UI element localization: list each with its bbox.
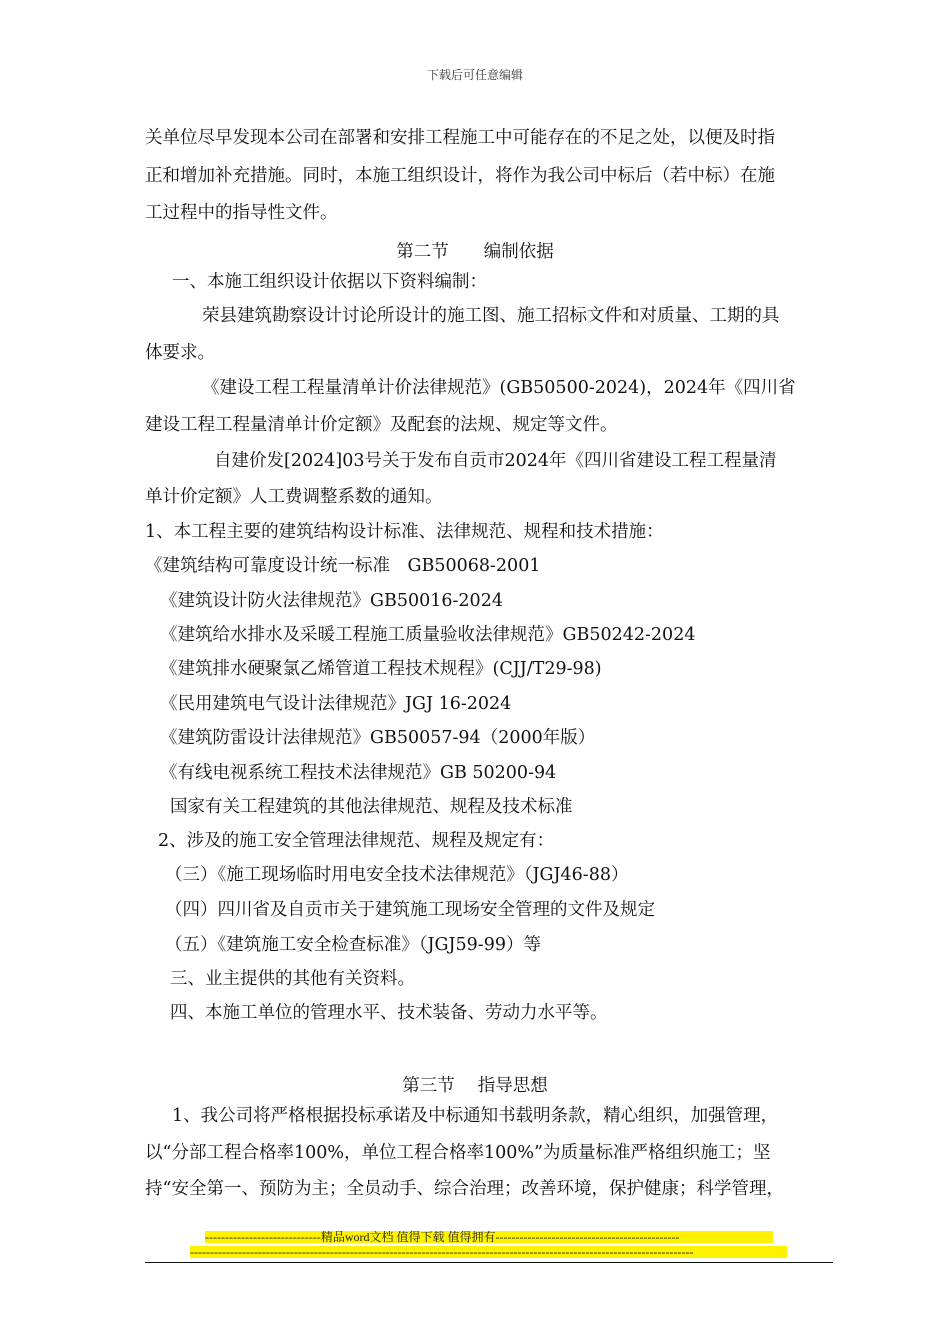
regulation-item: （四）四川省及自贡市关于建筑施工现场安全管理的文件及规定 xyxy=(165,900,655,920)
standard-item: 《民用建筑电气设计法律规范》JGJ 16-2024 xyxy=(160,694,512,714)
body-line: 关单位尽早发现本公司在部署和安排工程施工中可能存在的不足之处，以便及时指 xyxy=(145,128,775,148)
body-line: 正和增加补充措施。同时，本施工组织设计，将作为我公司中标后（若中标）在施 xyxy=(145,166,775,186)
footer-banner: -----------------------------精品word文档 值得下载 值得拥有---------------------------------------------- xyxy=(205,1231,773,1243)
regulation-item: （五）《建筑施工安全检查标准》（JGJ59-99）等 xyxy=(165,935,541,955)
body-line: 三、业主提供的其他有关资料。 xyxy=(170,969,415,989)
body-line: 四、本施工单位的管理水平、技术装备、劳动力水平等。 xyxy=(170,1003,608,1023)
page-header: 下载后可任意编辑 xyxy=(426,68,523,82)
body-line: 2、涉及的施工安全管理法律规范、规程及规定有： xyxy=(158,831,555,851)
footer-rule xyxy=(145,1262,833,1263)
standard-item: 《有线电视系统工程技术法律规范》GB 50200-94 xyxy=(160,763,557,783)
body-line: 《建设工程工程量清单计价法律规范》(GB50500-2024)，2024年《四川省 xyxy=(202,378,796,398)
standard-item: 《建筑防雷设计法律规范》GB50057-94（2000年版） xyxy=(160,728,596,748)
footer-banner-dashes: ------------------------------------------------------------------------------------------------------------------------------ xyxy=(190,1246,787,1258)
body-line: 持“安全第一、预防为主；全员动手、综合治理；改善环境，保护健康；科学管理， xyxy=(145,1179,784,1199)
body-line: 以“分部工程合格率100%，单位工程合格率100%”为质量标准严格组织施工；坚 xyxy=(145,1143,771,1163)
standard-item: 《建筑结构可靠度设计统一标准 GB50068-2001 xyxy=(145,556,541,576)
body-line: 荣县建筑勘察设计讨论所设计的施工图、施工招标文件和对质量、工期的具 xyxy=(202,306,780,326)
body-line: 体要求。 xyxy=(145,343,215,363)
body-line: 自建价发[2024]03号关于发布自贡市2024年《四川省建设工程工程量清 xyxy=(214,451,777,471)
body-line: 1、本工程主要的建筑结构设计标准、法律规范、规程和技术措施： xyxy=(145,522,664,542)
body-line: 国家有关工程建筑的其他法律规范、规程及技术标准 xyxy=(170,797,573,817)
section-heading-3: 第三节 指导思想 xyxy=(402,1076,548,1096)
standard-item: 《建筑排水硬聚氯乙烯管道工程技术规程》(CJJ/T29-98) xyxy=(160,659,602,679)
body-line: 单计价定额》人工费调整系数的通知。 xyxy=(145,487,443,507)
standard-item: 《建筑给水排水及采暖工程施工质量验收法律规范》GB50242-2024 xyxy=(160,625,696,645)
body-line: 一、本施工组织设计依据以下资料编制： xyxy=(172,272,487,292)
body-line: 建设工程工程量清单计价定额》及配套的法规、规定等文件。 xyxy=(145,415,618,435)
regulation-item: （三）《施工现场临时用电安全技术法律规范》（JGJ46-88） xyxy=(165,865,629,885)
standard-item: 《建筑设计防火法律规范》GB50016-2024 xyxy=(160,591,503,611)
body-line: 工过程中的指导性文件。 xyxy=(145,203,338,223)
body-line: 1、我公司将严格根据投标承诺及中标通知书载明条款，精心组织，加强管理， xyxy=(172,1106,779,1126)
section-heading-2: 第二节 编制依据 xyxy=(396,242,554,262)
